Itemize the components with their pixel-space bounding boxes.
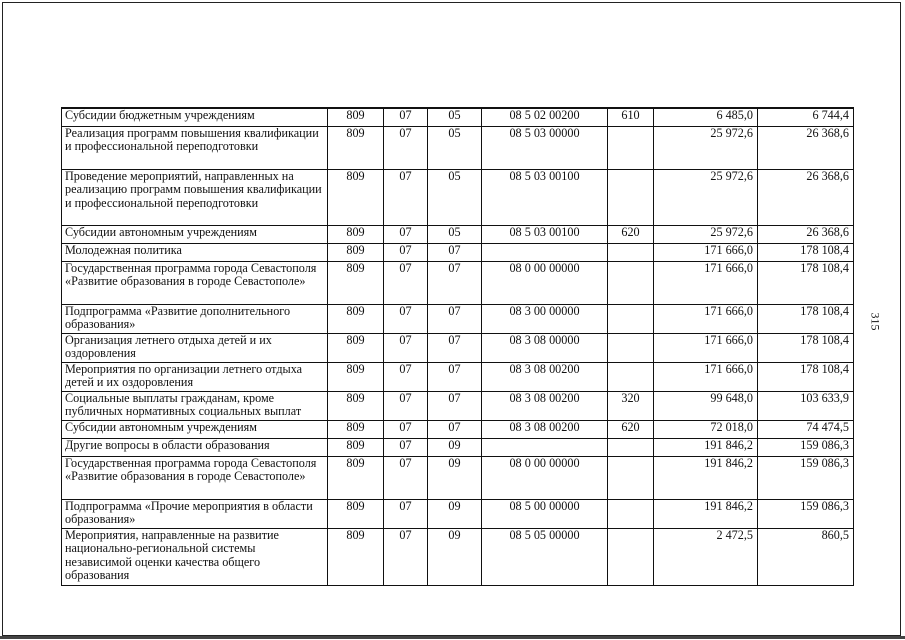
expense-type-code [608,499,654,528]
subsection-code: 07 [428,420,482,438]
target-article-code: 08 3 08 00200 [482,420,608,438]
subsection-code: 09 [428,528,482,585]
target-article-code: 08 5 03 00100 [482,225,608,243]
ministry-code: 809 [328,499,384,528]
target-article-code: 08 3 08 00000 [482,333,608,362]
table-body [62,108,854,585]
row-name: Социальные выплаты гражданам, кроме публичных нормативных социальных выплат [62,391,328,420]
amount-year-1: 171 666,0 [654,243,758,261]
target-article-code: 08 3 08 00200 [482,362,608,391]
section-code: 07 [384,528,428,585]
amount-year-1: 2 472,5 [654,528,758,585]
target-article-code: 08 5 05 00000 [482,528,608,585]
expense-type-code: 620 [608,420,654,438]
amount-year-2: 860,5 [758,528,854,585]
table-row [62,108,854,126]
target-article-code: 08 3 08 00200 [482,391,608,420]
subsection-code: 09 [428,438,482,456]
subsection-code: 07 [428,243,482,261]
row-name: Организация летнего отдыха детей и их оздоровления [62,333,328,362]
table-row [62,456,854,499]
section-code: 07 [384,420,428,438]
ministry-code: 809 [328,108,384,126]
subsection-code: 07 [428,391,482,420]
amount-year-1: 191 846,2 [654,499,758,528]
expense-type-code [608,456,654,499]
section-code: 07 [384,108,428,126]
target-article-code: 08 5 03 00000 [482,126,608,169]
table-row [62,225,854,243]
amount-year-2: 26 368,6 [758,126,854,169]
row-name: Субсидии автономным учреждениям [62,420,328,438]
expense-type-code [608,261,654,304]
row-name: Субсидии бюджетным учреждениям [62,108,328,126]
target-article-code [482,243,608,261]
table-row [62,420,854,438]
row-name: Мероприятия, направленные на развитие национально-региональной системы независимой оценки качества общего образования [62,528,328,585]
section-code: 07 [384,169,428,225]
ministry-code: 809 [328,169,384,225]
ministry-code: 809 [328,304,384,333]
section-code: 07 [384,456,428,499]
section-code: 07 [384,391,428,420]
amount-year-1: 99 648,0 [654,391,758,420]
ministry-code: 809 [328,528,384,585]
amount-year-2: 178 108,4 [758,261,854,304]
section-code: 07 [384,499,428,528]
subsection-code: 07 [428,362,482,391]
amount-year-1: 171 666,0 [654,362,758,391]
table-row [62,438,854,456]
row-name: Подпрограмма «Развитие дополнительного образования» [62,304,328,333]
table-row [62,391,854,420]
table-row [62,528,854,585]
amount-year-2: 26 368,6 [758,169,854,225]
amount-year-2: 159 086,3 [758,499,854,528]
amount-year-1: 25 972,6 [654,225,758,243]
section-code: 07 [384,243,428,261]
target-article-code: 08 0 00 00000 [482,456,608,499]
target-article-code [482,438,608,456]
amount-year-2: 159 086,3 [758,456,854,499]
section-code: 07 [384,304,428,333]
expense-type-code: 620 [608,225,654,243]
section-code: 07 [384,126,428,169]
amount-year-1: 171 666,0 [654,261,758,304]
page-number: 315 [868,312,883,331]
table-row [62,304,854,333]
budget-table [61,107,854,586]
page-bottom-edge [0,636,905,639]
amount-year-2: 178 108,4 [758,333,854,362]
subsection-code: 07 [428,304,482,333]
ministry-code: 809 [328,261,384,304]
target-article-code: 08 5 02 00200 [482,108,608,126]
amount-year-2: 74 474,5 [758,420,854,438]
table-row [62,362,854,391]
expense-type-code [608,333,654,362]
amount-year-2: 26 368,6 [758,225,854,243]
target-article-code: 08 5 03 00100 [482,169,608,225]
amount-year-1: 171 666,0 [654,304,758,333]
table-row [62,126,854,169]
subsection-code: 05 [428,108,482,126]
section-code: 07 [384,362,428,391]
target-article-code: 08 3 00 00000 [482,304,608,333]
row-name: Субсидии автономным учреждениям [62,225,328,243]
target-article-code: 08 5 00 00000 [482,499,608,528]
amount-year-2: 103 633,9 [758,391,854,420]
expense-type-code [608,528,654,585]
section-code: 07 [384,261,428,304]
table-row [62,169,854,225]
row-name: Государственная программа города Севастополя «Развитие образования в городе Севастополе» [62,261,328,304]
expense-type-code [608,362,654,391]
subsection-code: 09 [428,499,482,528]
row-name: Проведение мероприятий, направленных на реализацию программ повышения квалификации и профессиональной переподготовки [62,169,328,225]
subsection-code: 07 [428,261,482,304]
table-row [62,333,854,362]
amount-year-1: 72 018,0 [654,420,758,438]
section-code: 07 [384,225,428,243]
amount-year-2: 178 108,4 [758,362,854,391]
section-code: 07 [384,333,428,362]
amount-year-1: 171 666,0 [654,333,758,362]
table-row [62,499,854,528]
expense-type-code [608,304,654,333]
amount-year-2: 178 108,4 [758,243,854,261]
amount-year-1: 25 972,6 [654,169,758,225]
amount-year-1: 191 846,2 [654,456,758,499]
expense-type-code [608,126,654,169]
amount-year-1: 25 972,6 [654,126,758,169]
row-name: Мероприятия по организации летнего отдыха детей и их оздоровления [62,362,328,391]
ministry-code: 809 [328,391,384,420]
row-name: Молодежная политика [62,243,328,261]
section-code: 07 [384,438,428,456]
row-name: Реализация программ повышения квалификации и профессиональной переподготовки [62,126,328,169]
expense-type-code: 320 [608,391,654,420]
amount-year-1: 191 846,2 [654,438,758,456]
ministry-code: 809 [328,438,384,456]
ministry-code: 809 [328,420,384,438]
expense-type-code [608,169,654,225]
row-name: Другие вопросы в области образования [62,438,328,456]
subsection-code: 05 [428,225,482,243]
expense-type-code [608,243,654,261]
table-row [62,243,854,261]
target-article-code: 08 0 00 00000 [482,261,608,304]
table-row [62,261,854,304]
amount-year-2: 178 108,4 [758,304,854,333]
expense-type-code [608,438,654,456]
ministry-code: 809 [328,126,384,169]
ministry-code: 809 [328,362,384,391]
subsection-code: 05 [428,126,482,169]
subsection-code: 07 [428,333,482,362]
subsection-code: 09 [428,456,482,499]
ministry-code: 809 [328,225,384,243]
row-name: Государственная программа города Севастополя «Развитие образования в городе Севастополе» [62,456,328,499]
amount-year-1: 6 485,0 [654,108,758,126]
amount-year-2: 6 744,4 [758,108,854,126]
ministry-code: 809 [328,456,384,499]
ministry-code: 809 [328,333,384,362]
row-name: Подпрограмма «Прочие мероприятия в области образования» [62,499,328,528]
subsection-code: 05 [428,169,482,225]
ministry-code: 809 [328,243,384,261]
expense-type-code: 610 [608,108,654,126]
amount-year-2: 159 086,3 [758,438,854,456]
